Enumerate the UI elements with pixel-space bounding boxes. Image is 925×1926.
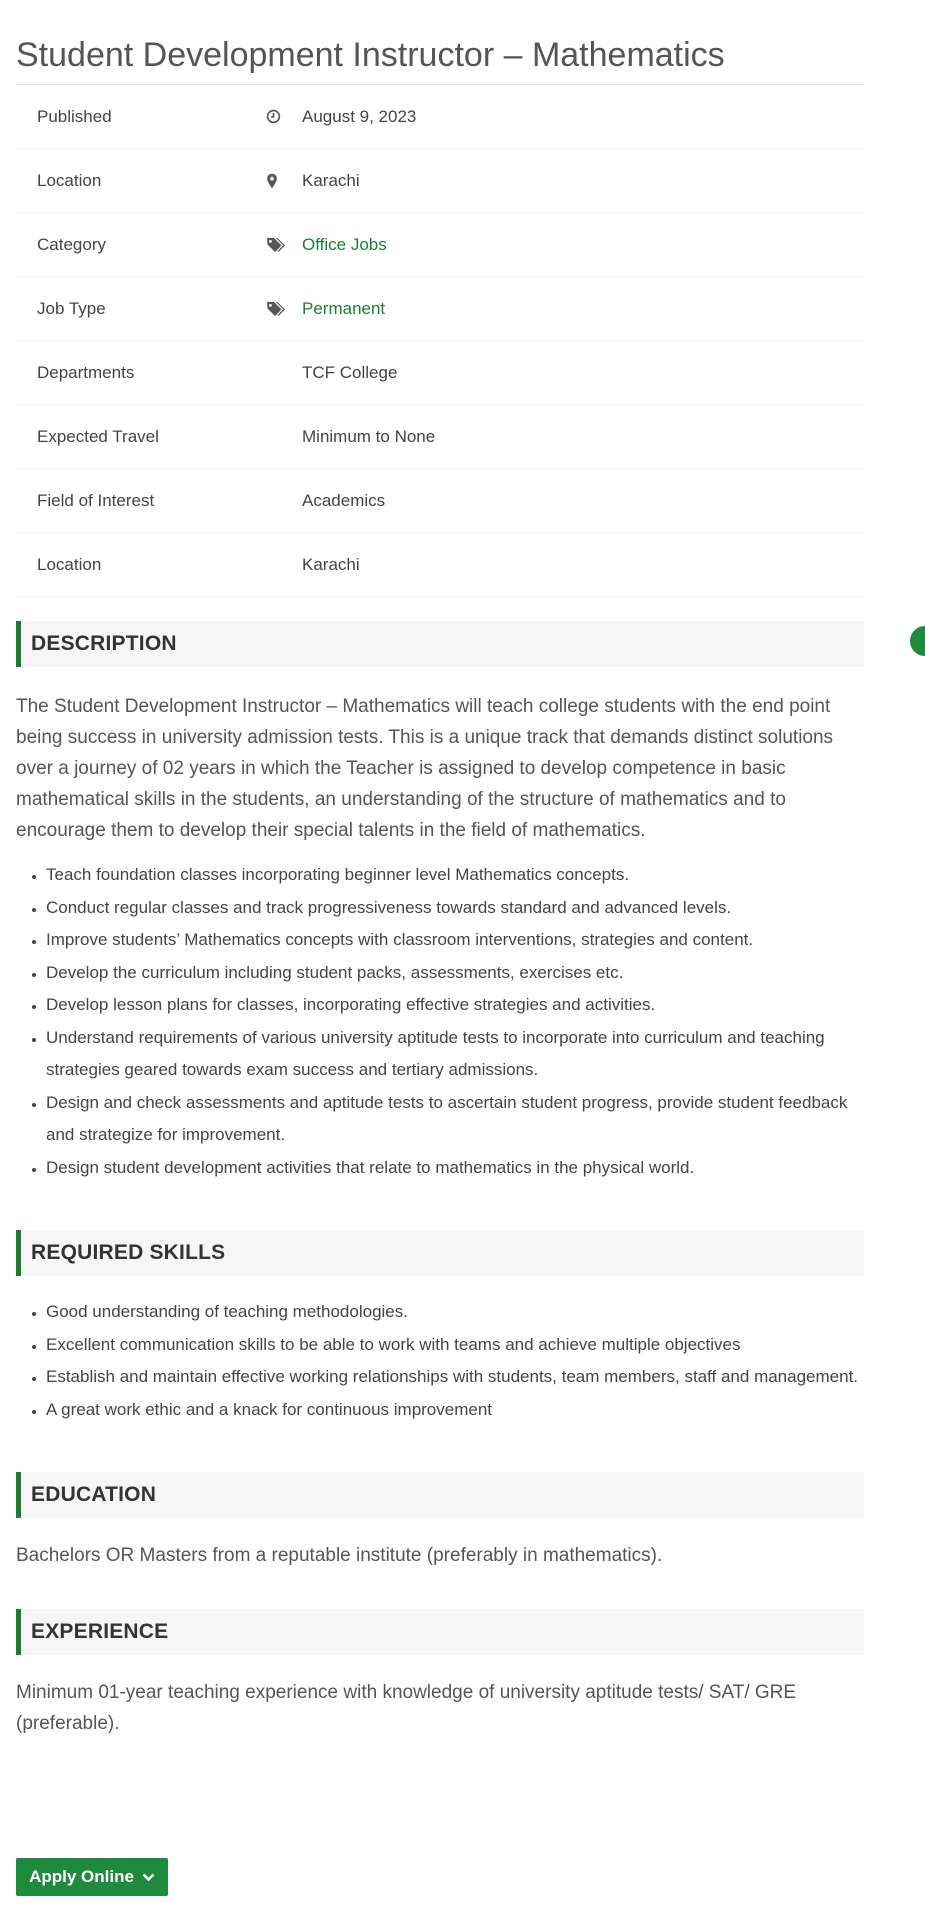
list-item: • Establish and maintain effective working relationships with students, team members, staff and management. — [46, 1361, 864, 1394]
skills-list — [16, 1296, 864, 1426]
category-link[interactable]: Office Jobs — [302, 234, 387, 254]
meta-value: Karachi — [302, 170, 360, 190]
meta-row-field-of-interest — [16, 469, 864, 533]
meta-value: Academics — [302, 490, 386, 510]
clock-icon — [266, 109, 302, 124]
list-item: • Develop the curriculum including student packs, assessments, exercises etc. — [46, 957, 864, 990]
meta-row-category — [16, 213, 864, 277]
meta-row-expected-travel — [16, 405, 864, 469]
list-item: • Understand requirements of various university aptitude tests to incorporate into curriculum and teaching strategies geared towards exam success and tertiary admissions. — [46, 1022, 864, 1087]
description-text: The Student Development Instructor – Mathematics will teach college students with the end point being success in university admission tests. This is a unique track that demands distinct solutions over a journey of 02 years in which the Teacher is assigned to develop competence in basic mathematical skills in the students, an understanding of the structure of mathematics and to encourage them to develop their special talents in the field of mathematics. — [16, 696, 834, 841]
meta-row-published — [16, 85, 864, 149]
page-title: Student Development Instructor – Mathematics — [16, 0, 864, 85]
list-item: • Develop lesson plans for classes, incorporating effective strategies and activities. — [46, 989, 864, 1022]
meta-value: Minimum to None — [302, 426, 436, 446]
experience-text: Minimum 01-year teaching experience with knowledge of university aptitude tests/ SAT/ GRE (preferable). — [16, 1682, 797, 1734]
list-item: • Design student development activities that relate to mathematics in the physical world. — [46, 1152, 864, 1185]
list-item: • Good understanding of teaching methodologies. — [46, 1296, 864, 1329]
meta-row-location — [16, 149, 864, 213]
tags-icon — [266, 237, 302, 253]
job-meta-list — [16, 85, 864, 597]
meta-label: Expected Travel — [37, 426, 159, 446]
map-marker-icon — [266, 173, 302, 189]
meta-label: Field of Interest — [37, 490, 155, 510]
list-item: • Teach foundation classes incorporating beginner level Mathematics concepts. — [46, 859, 864, 892]
skills-heading: REQUIRED SKILLS — [16, 1230, 864, 1276]
meta-label: Location — [37, 554, 102, 574]
meta-row-location-2 — [16, 533, 864, 597]
meta-label: Location — [37, 170, 102, 190]
experience-heading: EXPERIENCE — [16, 1609, 864, 1655]
tags-icon — [266, 301, 302, 317]
job-posting — [16, 0, 864, 1886]
list-item: • Conduct regular classes and track progressiveness towards standard and advanced levels. — [46, 892, 864, 925]
meta-value: Karachi — [302, 554, 360, 574]
apply-online-button[interactable] — [16, 1858, 168, 1896]
list-item: • Design and check assessments and aptitude tests to ascertain student progress, provide student feedback and strategize for improvement. — [46, 1087, 864, 1152]
education-heading: EDUCATION — [16, 1472, 864, 1518]
responsibilities-list — [16, 859, 864, 1184]
job-type-link[interactable]: Permanent — [302, 298, 386, 318]
chevron-down-icon — [142, 1867, 155, 1887]
meta-label: Published — [37, 106, 112, 126]
meta-label: Departments — [37, 362, 135, 382]
list-item: • A great work ethic and a knack for continuous improvement — [46, 1394, 864, 1427]
meta-row-job-type — [16, 277, 864, 341]
meta-value: August 9, 2023 — [302, 106, 417, 126]
meta-label: Job Type — [37, 298, 106, 318]
meta-row-departments — [16, 341, 864, 405]
meta-label: Category — [37, 234, 106, 254]
apply-button-label: Apply Online — [29, 1867, 134, 1886]
meta-value: TCF College — [302, 362, 398, 382]
list-item: • Excellent communication skills to be able to work with teams and achieve multiple objectives — [46, 1329, 864, 1362]
education-text: Bachelors OR Masters from a reputable institute (preferably in mathematics). — [16, 1545, 663, 1566]
floating-widget-edge[interactable] — [910, 626, 925, 656]
list-item: • Improve students’ Mathematics concepts with classroom interventions, strategies and content. — [46, 924, 864, 957]
description-heading: DESCRIPTION — [16, 621, 864, 667]
